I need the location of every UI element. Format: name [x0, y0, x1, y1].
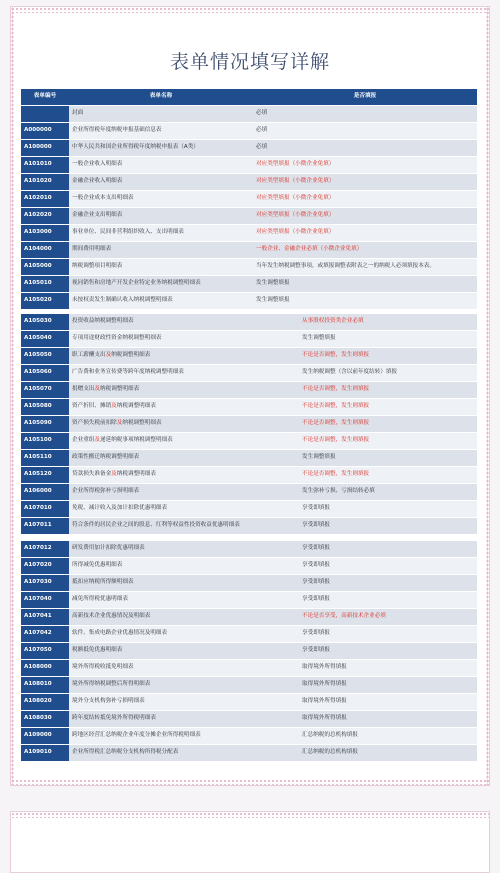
- form-name-text: 企业所得税弥补亏损明细表: [72, 488, 140, 495]
- fill-requirement-cell: 享受即填报: [299, 541, 477, 558]
- form-name-cell: 所得减免优惠明细表: [69, 558, 299, 575]
- form-name-text: 职工薪酬支出: [72, 352, 106, 359]
- table-row: [21, 728, 477, 745]
- form-name-cell: 跨地区经营汇总纳税企业年度分摊企业所得税明细表: [69, 728, 299, 745]
- form-name-cell: 税额抵免优惠明细表: [69, 643, 299, 660]
- fill-requirement-cell: 不论是否调整，发生则填报: [299, 416, 477, 433]
- form-name-text: 递延纳税事项纳税调整明细表: [100, 437, 173, 444]
- fill-requirement-cell: 从事股权投资类企业必填: [299, 314, 477, 331]
- form-name-cell: [69, 518, 299, 535]
- fill-requirement-cell: 享受即填报: [299, 626, 477, 643]
- form-code-cell: A107011: [21, 518, 69, 535]
- form-name-cell: 境外分支机构弥补亏损明细表: [69, 694, 299, 711]
- form-name-cell: [69, 331, 299, 348]
- form-name-cell: [69, 433, 299, 450]
- fill-requirement-cell: 对应类型填报（小微企业免填）: [253, 225, 477, 242]
- form-name-cell: 企业所得税汇总纳税分支机构所得税分配表: [69, 745, 299, 762]
- table-row: [21, 174, 477, 191]
- form-code-cell: A108010: [21, 677, 69, 694]
- form-name-cell: [69, 314, 299, 331]
- form-code-cell: A109000: [21, 728, 69, 745]
- fill-requirement-cell: 对应类型填报（小微企业免填）: [253, 208, 477, 225]
- fill-requirement-cell: 取得境外所得填报: [299, 694, 477, 711]
- form-code-cell: A107040: [21, 592, 69, 609]
- form-name-cell: 未按权责发生制确认收入纳税调整明细表: [69, 293, 253, 310]
- fill-requirement-cell: 发生弥补亏损、亏损结转必填: [299, 484, 477, 501]
- form-name-text: 纳税调整明细表: [116, 403, 156, 410]
- form-code-cell: A103000: [21, 225, 69, 242]
- dotted-border-right: [486, 7, 489, 785]
- fill-requirement-cell: 享受即填报: [299, 592, 477, 609]
- table-row: [21, 745, 477, 762]
- form-name-cell: 一般企业成本支出明细表: [69, 191, 253, 208]
- highlight-text: 及: [94, 437, 100, 444]
- fill-requirement-cell: 对应类型填报（小微企业免填）: [253, 174, 477, 191]
- table-row: [21, 399, 477, 416]
- highlight-text: 及: [116, 420, 123, 427]
- form-code-cell: A105050: [21, 348, 69, 365]
- form-code-cell: A100000: [21, 140, 69, 157]
- form-name-cell: [69, 399, 299, 416]
- table-row: [21, 592, 477, 609]
- form-code-cell: A105010: [21, 276, 69, 293]
- form-name-cell: 中华人民共和国企业所得税年度纳税申报表（A类）: [69, 140, 253, 157]
- table-row: [21, 416, 477, 433]
- form-name-cell: [69, 365, 299, 382]
- form-code-cell: A108030: [21, 711, 69, 728]
- form-code-cell: A107042: [21, 626, 69, 643]
- fill-requirement-cell: 享受即填报: [299, 575, 477, 592]
- form-code-cell: A105080: [21, 399, 69, 416]
- form-name-text: 专项用途财政性资金纳税调整明细表: [72, 335, 162, 342]
- form-name-text: 免税、减计收入及加计扣除优惠明细表: [72, 505, 168, 512]
- form-code-cell: A107010: [21, 501, 69, 518]
- form-name-cell: 金融企业支出明细表: [69, 208, 253, 225]
- table-row: [21, 208, 477, 225]
- table-row: [21, 660, 477, 677]
- form-name-cell: [69, 467, 299, 484]
- form-code-cell: A108000: [21, 660, 69, 677]
- form-name-text: 纳税调整明细表: [122, 420, 162, 427]
- form-name-cell: [69, 416, 299, 433]
- form-name-text: 投资收益纳税调整明细表: [72, 318, 134, 325]
- table-row: [21, 225, 477, 242]
- form-code-cell: A105000: [21, 259, 69, 276]
- form-name-text: 政策性搬迁纳税调整明细表: [72, 454, 140, 461]
- next-sheet-edge: [10, 811, 490, 873]
- table-row: [21, 314, 477, 331]
- fill-requirement-cell: 对应类型填报（小微企业免填）: [253, 191, 477, 208]
- fill-requirement-cell: 不论是否调整，发生则填报: [299, 382, 477, 399]
- form-code-cell: A105070: [21, 382, 69, 399]
- form-code-cell: A105040: [21, 331, 69, 348]
- dotted-border-left: [11, 7, 14, 785]
- form-code-cell: A000000: [21, 123, 69, 140]
- form-name-text: 企业重组: [72, 437, 95, 444]
- table-row: [21, 541, 477, 558]
- fill-requirement-cell: 汇总纳税的总机构填报: [299, 745, 477, 762]
- fill-requirement-cell: 取得境外所得填报: [299, 711, 477, 728]
- fill-requirement-cell: 必填: [253, 140, 477, 157]
- table-row: [21, 575, 477, 592]
- table-row: [21, 157, 477, 174]
- fill-requirement-cell: 不论是否调整，发生则填报: [299, 433, 477, 450]
- form-code-cell: A107012: [21, 541, 69, 558]
- highlight-text: 及: [111, 471, 117, 478]
- form-sheet: [10, 6, 490, 786]
- form-name-text: 资产损失税前扣除: [72, 420, 117, 427]
- form-code-cell: A102010: [21, 191, 69, 208]
- form-code-cell: A105110: [21, 450, 69, 467]
- form-name-cell: [69, 382, 299, 399]
- form-code-cell: A105030: [21, 314, 69, 331]
- form-code-cell: A105060: [21, 365, 69, 382]
- fill-requirement-cell: 发生纳税调整（含以前年度结转）填报: [299, 365, 477, 382]
- form-name-text: 纳税调整明细表: [111, 352, 151, 359]
- table-section-1: [21, 89, 477, 310]
- page-title: 表单情况填写详解: [169, 51, 330, 73]
- table-row: [21, 711, 477, 728]
- highlight-text: 及: [105, 352, 112, 359]
- fill-requirement-cell: 取得境外所得填报: [299, 660, 477, 677]
- form-name-cell: 跨年度结转抵免境外所得税明细表: [69, 711, 299, 728]
- form-name-text: 广告费和业务宣传费等跨年度纳税调整明细表: [72, 369, 184, 376]
- table-row: [21, 694, 477, 711]
- form-name-cell: 企业所得税年度纳税申报基础信息表: [69, 123, 253, 140]
- table-row: [21, 467, 477, 484]
- form-code-cell: A106000: [21, 484, 69, 501]
- form-name-text: 资产折旧、摊销: [72, 403, 112, 410]
- form-name-text: 纳税调整明细表: [116, 471, 156, 478]
- table-row: [21, 450, 477, 467]
- form-name-cell: [69, 484, 299, 501]
- table-row: [21, 276, 477, 293]
- table-row: [21, 518, 477, 535]
- form-name-cell: [69, 450, 299, 467]
- form-code-cell: A109010: [21, 745, 69, 762]
- form-code-cell: [21, 106, 69, 123]
- fill-requirement-cell: 享受即填报: [299, 501, 477, 518]
- table-row: [21, 191, 477, 208]
- fill-requirement-cell: 发生调整填报: [299, 331, 477, 348]
- form-name-cell: 事业单位、民间非营利组织收入、支出明细表: [69, 225, 253, 242]
- fill-requirement-cell: 取得境外所得填报: [299, 677, 477, 694]
- table-row: [21, 259, 477, 276]
- table-row: [21, 677, 477, 694]
- table-row: [21, 382, 477, 399]
- fill-requirement-cell: 不论是否调整，发生则填报: [299, 467, 477, 484]
- form-name-text: 纳税调整明细表: [100, 386, 140, 393]
- fill-requirement-cell: 当年发生纳税调整事项，或填报调整表附表之一的纳税人必须填报本表。: [253, 259, 477, 276]
- form-name-cell: 封面: [69, 106, 253, 123]
- fill-requirement-cell: 不论是否调整，发生则填报: [299, 348, 477, 365]
- form-code-cell: A101020: [21, 174, 69, 191]
- table-row: [21, 433, 477, 450]
- form-name-cell: 期间费用明细表: [69, 242, 253, 259]
- fill-requirement-cell: 享受即填报: [299, 643, 477, 660]
- form-name-cell: 纳税调整项目明细表: [69, 259, 253, 276]
- form-code-cell: A107050: [21, 643, 69, 660]
- highlight-text: 及: [111, 403, 117, 410]
- table-row: [21, 558, 477, 575]
- table-row: [21, 643, 477, 660]
- form-name-cell: 软件、集成电路企业优惠情况及明细表: [69, 626, 299, 643]
- form-name-cell: 减免所得税优惠明细表: [69, 592, 299, 609]
- form-name-text: 贷款损失准备金: [72, 471, 112, 478]
- fill-requirement-cell: 享受即填报: [299, 558, 477, 575]
- form-name-cell: 境外所得税收抵免明细表: [69, 660, 299, 677]
- table-row: [21, 484, 477, 501]
- table-row: [21, 348, 477, 365]
- table-row: [21, 331, 477, 348]
- form-name-cell: 境外所得纳税调整后所得明细表: [69, 677, 299, 694]
- table-row: [21, 293, 477, 310]
- form-name-cell: 金融企业收入明细表: [69, 174, 253, 191]
- header-name: 表单名称: [69, 89, 253, 106]
- form-name-cell: [69, 501, 299, 518]
- form-name-cell: 高新技术企业优惠情况及明细表: [69, 609, 299, 626]
- header-fill: 是否填报: [253, 89, 477, 106]
- form-code-cell: A105020: [21, 293, 69, 310]
- form-name-text: 符合条件的居民企业之间的股息、红利等权益性投资收益优惠明细表: [72, 522, 240, 529]
- table-row: [21, 609, 477, 626]
- table-row: [21, 626, 477, 643]
- form-name-cell: 抵扣应纳税所得额明细表: [69, 575, 299, 592]
- table-row: [21, 140, 477, 157]
- form-name-cell: 研发费用加计扣除优惠明细表: [69, 541, 299, 558]
- form-code-cell: A105100: [21, 433, 69, 450]
- form-code-cell: A101010: [21, 157, 69, 174]
- form-code-cell: A102020: [21, 208, 69, 225]
- form-name-cell: [69, 348, 299, 365]
- table-row: [21, 365, 477, 382]
- form-code-cell: A107020: [21, 558, 69, 575]
- table-row: [21, 501, 477, 518]
- form-name-cell: 一般企业收入明细表: [69, 157, 253, 174]
- form-code-cell: A107041: [21, 609, 69, 626]
- header-code: 表单编号: [21, 89, 69, 106]
- table-row: [21, 106, 477, 123]
- form-code-cell: A107030: [21, 575, 69, 592]
- table-section-2: [21, 314, 477, 535]
- form-name-cell: 视同销售和房地产开发企业特定业务纳税调整明细表: [69, 276, 253, 293]
- fill-requirement-cell: 发生调整填报: [253, 276, 477, 293]
- fill-requirement-cell: 享受即填报: [299, 518, 477, 535]
- table-section-3: [21, 541, 477, 762]
- fill-requirement-cell: 必填: [253, 106, 477, 123]
- fill-requirement-cell: 不论是否享受，高新技术企业必填: [299, 609, 477, 626]
- form-code-cell: A108020: [21, 694, 69, 711]
- fill-requirement-cell: 不论是否调整，发生则填报: [299, 399, 477, 416]
- fill-requirement-cell: 必填: [253, 123, 477, 140]
- form-name-text: 捐赠支出: [72, 386, 95, 393]
- table-row: [21, 242, 477, 259]
- fill-requirement-cell: 汇总纳税的总机构填报: [299, 728, 477, 745]
- form-code-cell: A104000: [21, 242, 69, 259]
- fill-requirement-cell: 对应类型填报（小微企业免填）: [253, 157, 477, 174]
- form-code-cell: A105120: [21, 467, 69, 484]
- fill-requirement-cell: 发生调整填报: [253, 293, 477, 310]
- table-header-row: [21, 89, 477, 106]
- fill-requirement-cell: 一般企业、金融企业必填（小微企业免填）: [253, 242, 477, 259]
- form-code-cell: A105090: [21, 416, 69, 433]
- highlight-text: 及: [94, 386, 100, 393]
- fill-requirement-cell: 发生调整填报: [299, 450, 477, 467]
- table-row: [21, 123, 477, 140]
